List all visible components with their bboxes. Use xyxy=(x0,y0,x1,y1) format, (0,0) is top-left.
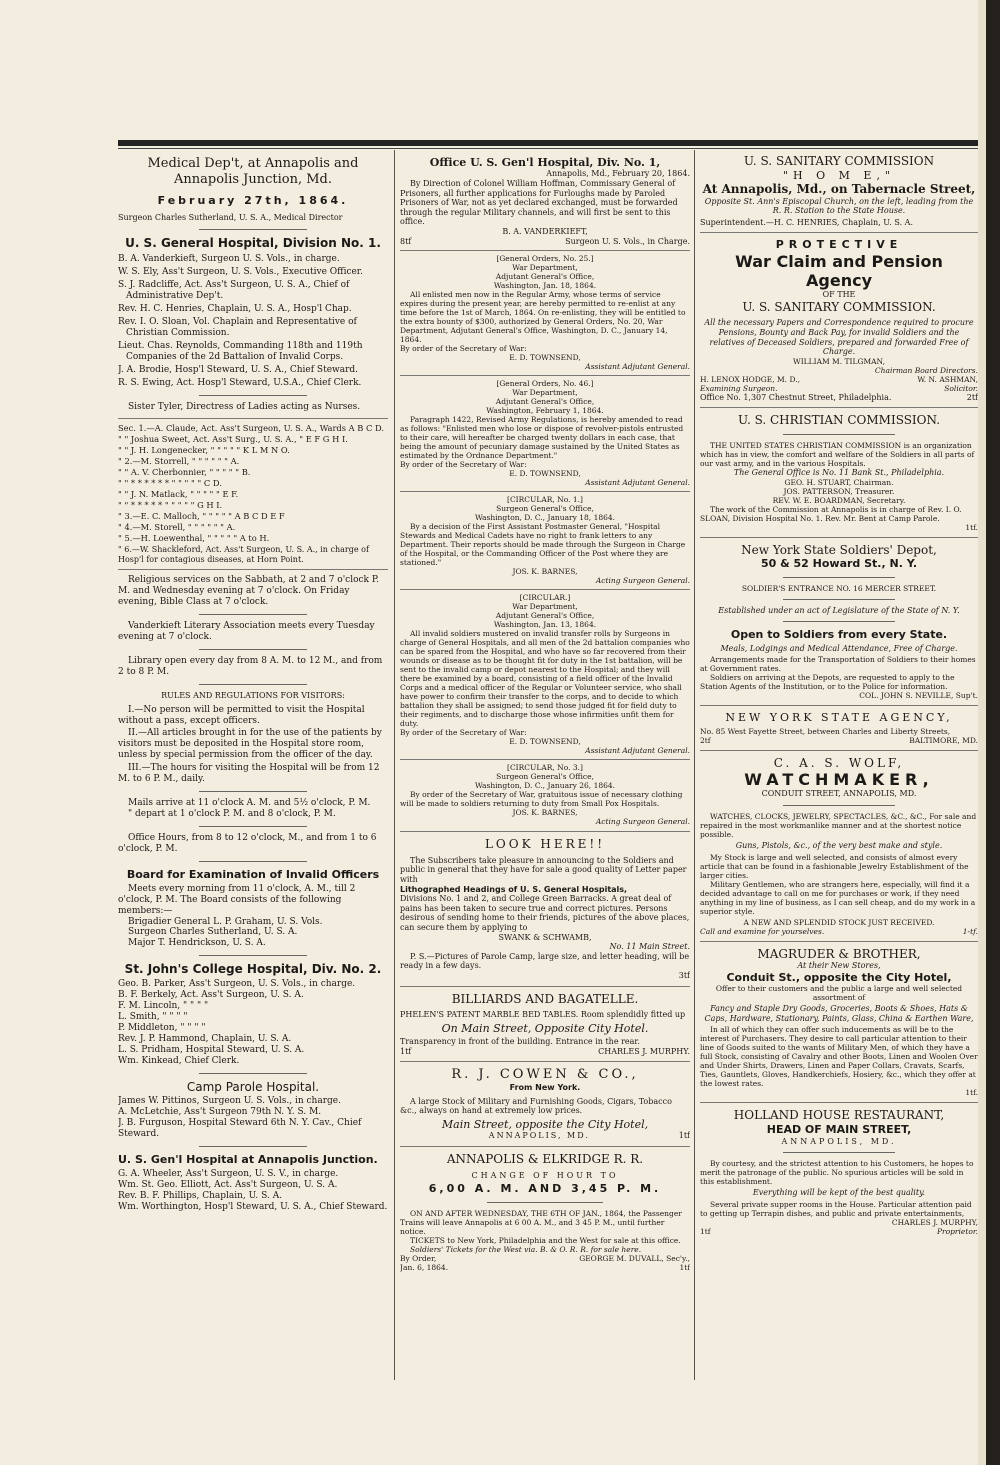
signature-title: Acting Surgeon General. xyxy=(595,817,690,827)
staff-entry: Lieut. Chas. Reynolds, Commanding 118th and 119th Companies of the 2d Battalion of Invalid Corps. xyxy=(118,341,363,363)
order-line: Adjutant General's Office, xyxy=(495,611,595,621)
tf-mark: 1tf. xyxy=(965,1088,978,1098)
signature: B. A. VANDERKIEFT, xyxy=(502,226,588,236)
section-row: " 3.—E. C. Malloch, " " " " " A B C D E F xyxy=(118,511,285,521)
order-line: Washington, D. C., January 18, 1864. xyxy=(474,513,616,523)
staff-entry: Rev. H. C. Henries, Chaplain, U. S. A., Hosp'l Chap. xyxy=(118,304,352,315)
divider xyxy=(700,705,978,706)
signature: SWANK & SCHWAMB, xyxy=(498,932,592,942)
holland-heading: HOLLAND HOUSE RESTAURANT, xyxy=(733,1108,945,1123)
order-heading: [CIRCULAR, No. 3.] xyxy=(507,763,583,773)
holland-kept: Everything will be kept of the best quality. xyxy=(752,1188,926,1198)
column-orders-ads xyxy=(400,150,690,1385)
order-heading: [General Orders, No. 46.] xyxy=(496,379,594,389)
divider xyxy=(118,418,388,419)
holland-city: ANNAPOLIS, MD. xyxy=(781,1136,897,1146)
wolf-text2: My Stock is large and well selected, and consists of almost every article that can be found in a fashionable Jewelry Establishment of the larger cities. xyxy=(700,852,969,880)
holland-text: By courtesy, and the strictest attention to his Customers, he hopes to merit the patronage of the public. No spurious articles will be sold in this establishment. xyxy=(700,1159,974,1187)
divider xyxy=(199,684,307,685)
section-row: " 6.—W. Shackleford, Act. Ass't Surgeon, U. S. A., in charge of Hosp'l for contagious diseases, at Horn Point. xyxy=(118,544,369,564)
stjohn-heading: St. John's College Hospital, Div. No. 2. xyxy=(124,962,382,977)
order-line: Washington, Jan. 18, 1864. xyxy=(493,281,597,291)
order-text: By a decision of the First Assistant Postmaster General, "Hospital Stewards and Medical Cadets have no right to frank letters to any Department. Their reports should be made through the Surgeon in Charge of the Hospital, or the Commanding Officer of the Post where they are stationed." xyxy=(400,522,686,568)
look-here-text: The Subscribers take pleasure in announcing to the Soldiers and public in general that they have for sale a good quality of Letter paper with xyxy=(400,855,687,884)
order-by: By order of the Secretary of War: xyxy=(400,460,527,470)
section-row: " " * * * * * * " " " " " C D. xyxy=(118,478,222,488)
order-by: By order of the Secretary of War: xyxy=(400,344,527,354)
divider xyxy=(199,955,307,956)
wolf-heading: C. A. S. WOLF, xyxy=(773,755,905,770)
signature: GEORGE M. DUVALL, Sec'y., xyxy=(579,1253,690,1263)
divider xyxy=(400,986,690,987)
wolf-address: CONDUIT STREET, ANNAPOLIS, MD. xyxy=(761,789,917,799)
cowen-address: Main Street, opposite the City Hotel, xyxy=(441,1117,649,1131)
general-order-25 xyxy=(400,250,690,371)
divider xyxy=(199,614,307,615)
tf-mark: 1tf xyxy=(678,1131,690,1141)
top-rule-thin xyxy=(118,148,978,149)
railroad-subheading: CHANGE OF HOUR TO xyxy=(471,1170,619,1180)
signature: CHARLES J. MURPHY. xyxy=(598,1046,690,1056)
look-here-heading: LOOK HERE!! xyxy=(484,837,606,852)
staff-entry: Wm. Worthington, Hosp'l Steward, U. S. A., Chief Steward. xyxy=(118,1201,388,1212)
divider xyxy=(400,1146,690,1147)
claim-office: Office No. 1,307 Chestnut Street, Philadelphia. xyxy=(700,392,892,402)
page-edge xyxy=(978,0,986,1465)
railroad-text2: TICKETS to New York, Philadelphia and the West for sale at this office. xyxy=(410,1235,681,1245)
directory-date: February 27th, 1864. xyxy=(157,193,349,207)
divider xyxy=(783,599,894,600)
column-rule xyxy=(394,150,395,1380)
look-here-bold: Lithographed Headings of U. S. General Hospitals, xyxy=(400,884,628,894)
order-line: Washington, D. C., January 26, 1864. xyxy=(474,781,616,791)
ny-depot-heading: New York State Soldiers' Depot, xyxy=(741,542,937,557)
agency-address: No. 85 West Fayette Street, between Charles and Liberty Streets, xyxy=(700,726,951,736)
divider xyxy=(487,1202,603,1203)
home-heading: "H O M E," xyxy=(782,168,895,182)
agency-city: BALTIMORE, MD. xyxy=(909,735,978,745)
divider xyxy=(700,537,978,538)
tf-mark: 3tf xyxy=(678,970,690,980)
staff-entry: G. A. Wheeler, Ass't Surgeon, U. S. V., in charge. xyxy=(118,1168,339,1179)
signature-title: Solicitor. xyxy=(944,383,978,393)
ny-established: Established under an act of Legislature of the State of N. Y. xyxy=(718,605,960,615)
staff-entry: Wm. St. Geo. Elliott, Act. Ass't Surgeon, U. S. A. xyxy=(118,1179,338,1190)
divider xyxy=(783,1152,894,1153)
cowen-subheading: From New York. xyxy=(509,1083,581,1093)
signature-title: Chairman Board Directors. xyxy=(874,365,978,375)
signature-title: Assistant Adjutant General. xyxy=(585,362,690,372)
ny-depot-address: 50 & 52 Howard St., N. Y. xyxy=(760,557,918,571)
order-line: Surgeon General's Office, xyxy=(496,772,594,782)
order-line: War Department, xyxy=(512,602,578,612)
staff-entry: J. A. Brodie, Hosp'l Steward, U. S. A., Chief Steward. xyxy=(118,365,359,376)
signature: E. D. TOWNSEND, xyxy=(509,353,581,363)
rule-item: II.—All articles brought in for the use of the patients by visitors must be deposited in the Hospital store room, unless by special permission from the officer of the day. xyxy=(118,728,382,761)
circular-3 xyxy=(400,759,690,826)
divider xyxy=(700,1102,978,1103)
holland-text2: Several private supper rooms in the House. Particular attention paid to getting up Terrapin dishes, and public and private entertainments, xyxy=(700,1199,972,1218)
order-heading: [General Orders, No. 25.] xyxy=(496,254,594,264)
tf-mark: 1-tf. xyxy=(962,926,978,936)
section-row: " " J. H. Longenecker, " " " " " K L M N O. xyxy=(118,445,290,455)
signature: COL. JOHN S. NEVILLE, Sup't. xyxy=(859,691,978,701)
christian-heading: U. S. CHRISTIAN COMMISSION. xyxy=(737,413,941,428)
divider xyxy=(400,831,690,832)
order-heading: [CIRCULAR.] xyxy=(519,593,571,603)
divider xyxy=(199,791,307,792)
christian-text2: The work of the Commission at Annapolis is in charge of Rev. I. O. SLOAN, Division Hospital No. 1. Rev. Mr. Bent at Camp Parole. xyxy=(700,504,962,523)
officer: JOS. PATTERSON, Treasurer. xyxy=(783,486,895,496)
order-line: Adjutant General's Office, xyxy=(495,272,595,282)
section-row: " " J. N. Matlack, " " " " " E F. xyxy=(118,489,239,499)
divider xyxy=(783,577,894,578)
order-line: Washington, Jan. 13, 1864. xyxy=(493,620,597,630)
divider xyxy=(700,407,978,408)
section-row: " " A. V. Cherbonnier, " " " " " B. xyxy=(118,467,251,477)
tf-mark: 1tf xyxy=(679,1262,690,1272)
order-line: War Department, xyxy=(512,263,578,273)
divider xyxy=(199,229,307,230)
signature: CHARLES J. MURPHY, xyxy=(891,1217,978,1227)
staff-entry: Rev. I. O. Sloan, Vol. Chaplain and Representative of Christian Commission. xyxy=(118,317,357,339)
war-claim-heading: War Claim and Pension Agency xyxy=(735,251,943,291)
section-row: " " * * * * * " " " " " G H I. xyxy=(118,500,223,510)
order-text: All enlisted men now in the Regular Army, whose terms of service expires during the present year, are hereby permitted to re-enlist at any time before the 1st of March, 1864. On re-enlisting, they will be entitled to the extra bounty of $300, authorized by General Orders, No. 20, War Department, Adjutant General's Office, Washington, D. C., January 14, 1864. xyxy=(400,290,686,345)
divider xyxy=(783,805,894,806)
order-line: Adjutant General's Office, xyxy=(495,397,595,407)
divider xyxy=(199,861,307,862)
agency-heading: NEW YORK STATE AGENCY, xyxy=(725,711,953,725)
christian-office: The General Office is No. 11 Bank St., Philadelphia. xyxy=(733,468,945,478)
section-row: " " Joshua Sweet, Act. Ass't Surg., U. S. A., " E F G H I. xyxy=(118,434,348,444)
column-rule xyxy=(694,150,695,1380)
office-heading: Office U. S. Gen'l Hospital, Div. No. 1, xyxy=(429,156,661,169)
staff-entry: R. S. Ewing, Act. Hosp'l Steward, U.S.A., Chief Clerk. xyxy=(118,378,362,389)
staff-entry: Rev. J. P. Hammond, Chaplain, U. S. A. xyxy=(118,1033,292,1044)
railroad-text: ON AND AFTER WEDNESDAY, THE 6TH OF JAN., 1864, the Passenger Trains will leave Annapolis at 6 00 A. M., and 3 45 P. M., until further notice. xyxy=(400,1208,682,1236)
divider xyxy=(199,649,307,650)
wolf-new-stock: A NEW AND SPLENDID STOCK JUST RECEIVED. xyxy=(743,917,935,927)
ny-text2: Soldiers on arriving at the Depots, are requested to apply to the Station Agents of the Institution, or to the Police for information. xyxy=(700,673,955,692)
wolf-call: Call and examine for yourselves. xyxy=(700,926,825,936)
order-line: Washington, February 1, 1864. xyxy=(486,406,604,416)
cowen-city: ANNAPOLIS, MD. xyxy=(488,1131,590,1141)
staff-entry: F. M. Lincoln, " " " " xyxy=(118,1000,209,1011)
section-assignments xyxy=(118,424,388,564)
divider xyxy=(400,1061,690,1062)
order-heading: [CIRCULAR, No. 1.] xyxy=(507,495,583,505)
divider xyxy=(199,1146,307,1147)
rule-item: I.—No person will be permitted to visit the Hospital without a pass, except officers. xyxy=(118,704,365,726)
wolf-text: WATCHES, CLOCKS, JEWELRY, SPECTACLES, &C., &C., For sale and repaired in the most workmanlike manner and at the shortest notice possible. xyxy=(700,812,977,840)
cowen-heading: R. J. COWEN & CO., xyxy=(451,1067,639,1083)
signature: E. D. TOWNSEND, xyxy=(509,737,581,747)
wolf-guns: Guns, Pistols, &c., of the very best make and style. xyxy=(735,841,943,851)
signature: W. N. ASHMAN, xyxy=(917,374,978,384)
general-order-46 xyxy=(400,375,690,487)
religious-services: Religious services on the Sabbath, at 2 and 7 o'clock P. M. and Wednesday evening at 7 o'clock. On Friday evening, Bible Class at 7 o'clock. xyxy=(118,575,379,608)
signature-title: Assistant Adjutant General. xyxy=(585,746,690,756)
literary-association: Vanderkieft Literary Association meets every Tuesday evening at 7 o'clock. xyxy=(118,621,375,643)
staff-entry: B. F. Berkely, Act. Ass't Surgeon, U. S. A. xyxy=(118,990,304,1000)
billiards-text2: Transparency in front of the building. Entrance in the rear. xyxy=(400,1037,640,1047)
tf-mark: 2tf xyxy=(700,735,711,745)
officer: GEO. H. STUART, Chairman. xyxy=(784,477,894,487)
board-member: Brigadier General L. P. Graham, U. S. Vols. xyxy=(128,916,323,927)
board-text: Meets every morning from 11 o'clock, A. M., till 2 o'clock, P. M. The Board consists of the following members:— xyxy=(118,883,356,916)
railroad-heading: ANNAPOLIS & ELKRIDGE R. R. xyxy=(446,1151,644,1166)
wolf-text3: Military Gentlemen, who are strangers here, especially, will find it a decided advantage to call on me for purchases or work, if they need anything in my line of business, as I can sell cheap, and do my work in a superior style. xyxy=(700,879,976,916)
division1-heading: U. S. General Hospital, Division No. 1. xyxy=(125,235,381,250)
order-by: By order of the Secretary of War: xyxy=(400,728,527,738)
library-hours: Library open every day from 8 A. M. to 12 M., and from 2 to 8 P. M. xyxy=(118,656,383,677)
staff-entry: Geo. B. Parker, Ass't Surgeon, U. S. Vols., in charge. xyxy=(118,979,356,990)
signature-address: No. 11 Main Street. xyxy=(609,942,690,952)
divider xyxy=(783,434,894,435)
divider xyxy=(199,395,307,396)
tf-mark: 1tf. xyxy=(965,522,978,532)
ny-meals: Meals, Lodgings and Medical Attendance, Free of Charge. xyxy=(720,643,958,653)
tf-mark: 1tf xyxy=(400,1046,412,1056)
directress-note: Sister Tyler, Directress of Ladies acting as Nurses. xyxy=(128,402,361,412)
column-hospital-directory xyxy=(118,150,388,1385)
staff-entry: L. Smith, " " " " xyxy=(118,1011,188,1022)
railroad-by: By Order, xyxy=(400,1253,437,1263)
top-rule xyxy=(118,140,978,146)
binding-edge xyxy=(986,0,1000,1465)
sanitary-commission: U. S. SANITARY COMMISSION. xyxy=(742,299,936,314)
ny-text: Arrangements made for the Transportation of Soldiers to their homes at Government rates. xyxy=(700,655,976,674)
billiards-address: On Main Street, Opposite City Hotel. xyxy=(441,1021,649,1035)
home-superintendent: Superintendent.—H. C. HENRIES, Chaplain, U. S. A. xyxy=(700,217,913,227)
ny-entrance: SOLDIER'S ENTRANCE NO. 16 MERCER STREET. xyxy=(741,583,937,593)
staff-entry: A. McLetchie, Ass't Surgeon 79th N. Y. S. M. xyxy=(118,1107,322,1118)
magruder-goods: Fancy and Staple Dry Goods, Groceries, Boots & Shoes, Hats & Caps, Hardware, Stationary, Paints, Glass, China & Earthen Ware, xyxy=(704,1004,974,1023)
staff-entry: James W. Pittinos, Surgeon U. S. Vols., in charge. xyxy=(118,1096,341,1107)
divider xyxy=(700,750,978,751)
billiards-heading: BILLIARDS AND BAGATELLE. xyxy=(451,991,639,1006)
railroad-text3: Soldiers' Tickets for the West via. B. & O. R. R. for sale here. xyxy=(410,1244,642,1254)
order-text: By order of the Secretary of War, gratuitous issue of necessary clothing will be made to soldiers returning to duty from Small Pox Hospitals. xyxy=(400,790,683,809)
christian-text: THE UNITED STATES CHRISTIAN COMMISSION is an organization which has in view, the comfort and welfare of the Soldiers in all parts of our vast army, and in the various Hospitals. xyxy=(700,441,975,469)
staff-entry: S. J. Radcliffe, Act. Ass't Surgeon, U. S. A., Chief of Administrative Dep't. xyxy=(118,280,350,302)
staff-entry: Rev. B. F. Phillips, Chaplain, U. S. A. xyxy=(118,1190,283,1201)
board-member: Major T. Hendrickson, U. S. A. xyxy=(128,938,266,949)
order-line: War Department, xyxy=(512,388,578,398)
divider xyxy=(700,941,978,942)
office-date: Annapolis, Md., February 20, 1864. xyxy=(546,169,690,179)
signature: E. D. TOWNSEND, xyxy=(509,469,581,479)
holland-subheading: HEAD OF MAIN STREET, xyxy=(766,1123,912,1137)
watchmaker-heading: WATCHMAKER, xyxy=(744,770,934,790)
divider xyxy=(199,1073,307,1074)
home-location: Opposite St. Ann's Episcopal Church, on the left, leading from the R. R. Station to the State House. xyxy=(704,196,974,216)
of-the: OF THE xyxy=(822,290,856,300)
mails-depart: " depart at 1 o'clock P. M. and 8 o'clock, P. M. xyxy=(128,809,336,820)
signature-title: Surgeon U. S. Vols., in Charge. xyxy=(565,236,690,246)
directory-title: Medical Dep't, at Annapolis and Annapolis Junction, Md. xyxy=(147,156,359,187)
magruder-offer: Offer to their customers and the public a large and well selected assortment of xyxy=(715,984,963,1003)
staff-entry: B. A. Vanderkieft, Surgeon U. S. Vols., in charge. xyxy=(118,254,340,265)
circular-invalid xyxy=(400,589,690,755)
divider xyxy=(783,621,894,622)
tf-mark: 8tf xyxy=(400,236,412,246)
magruder-address: Conduit St., opposite the City Hotel, xyxy=(726,970,952,984)
section-row: " 4.—M. Storell, " " " " " " A. xyxy=(118,522,236,532)
magruder-text: In all of which they can offer such inducements as will be to the interest of Purchasers. They desire to call particular attention to their line of Goods suited to the wants of Military Men, of which they have a full Stock, consisting of Cavalry and other Boots, Linen and Woolen Over and Under Shirts, Drawers, Linen and Paper Collars, Cravats, Scarfs, Ties, Gauntlets, Gloves, Handkerchiefs, Hosiery, &c., which they offer at the lowest rates. xyxy=(700,1025,978,1089)
railroad-times: 6,00 A. M. AND 3,45 P. M. xyxy=(428,1182,662,1196)
signature: WILLIAM M. TILGMAN, xyxy=(792,356,886,366)
signature: JOS. K. BARNES, xyxy=(512,567,578,577)
railroad-date: Jan. 6, 1864. xyxy=(400,1262,449,1272)
order-text: Paragraph 1422, Revised Army Regulations, is hereby amended to read as follows: "Enlisted men who lose or dispose of revolver-pistols entrusted to their care, will hereafter be charged twenty dollars in each case, that being the amount of pecuniary damage sustained by the United States as estimated by the Ordnance Department." xyxy=(400,415,684,461)
signature-title: Acting Surgeon General. xyxy=(595,576,690,586)
protective-heading: PROTECTIVE xyxy=(775,238,903,252)
divider xyxy=(700,232,978,233)
order-line: Surgeon General's Office, xyxy=(496,504,594,514)
look-here-ps: P. S.—Pictures of Parole Camp, large size, and letter heading, will be ready in a few days. xyxy=(400,951,690,971)
claim-text: All the necessary Papers and Correspondence required to procure Pensions, Bounty and Back Pay, for invalid Soldiers and the relatives of Deceased Soldiers, prepared and forwarded Free of Charge. xyxy=(704,318,974,357)
tf-mark: 2tf xyxy=(966,392,978,402)
medical-director: Surgeon Charles Sutherland, U. S. A., Medical Director xyxy=(118,213,343,223)
signature-title: Assistant Adjutant General. xyxy=(585,478,690,488)
signature: H. LENOX HODGE, M. D., xyxy=(700,374,800,384)
staff-entry: W. S. Ely, Ass't Surgeon, U. S. Vols., Executive Officer. xyxy=(118,267,363,278)
section-row: Sec. 1.—A. Claude, Act. Ass't Surgeon, U. S. A., Wards A B C D. xyxy=(118,423,384,433)
rule-item: III.—The hours for visiting the Hospital will be from 12 M. to 6 P. M., daily. xyxy=(118,763,380,785)
staff-entry: J. B. Furguson, Hospital Steward 6th N. Y. Cav., Chief Steward. xyxy=(118,1118,362,1140)
column-commissions-ads xyxy=(700,150,978,1385)
cowen-text: A large Stock of Military and Furnishing Goods, Cigars, Tobacco &c., always on hand at extremely low prices. xyxy=(400,1096,672,1116)
division1-staff-list xyxy=(118,254,388,389)
divider xyxy=(199,826,307,827)
magruder-subheading: At their New Stores, xyxy=(797,961,881,971)
section-row: " 5.—H. Loewenthal, " " " " " A to H. xyxy=(118,533,270,543)
section-row: " 2.—M. Storrell, " " " " " " A. xyxy=(118,456,240,466)
signature-title: Examining Surgeon. xyxy=(700,383,778,393)
board-member: Surgeon Charles Sutherland, U. S. A. xyxy=(128,927,298,938)
rules-heading: RULES AND REGULATIONS FOR VISITORS: xyxy=(161,690,345,700)
circular-1 xyxy=(400,491,690,585)
parole-heading: Camp Parole Hospital. xyxy=(186,1079,320,1094)
staff-entry: Wm. Kinkead, Chief Clerk. xyxy=(118,1055,240,1066)
tf-mark: 1tf xyxy=(700,1226,711,1236)
look-here-text2: Divisions No. 1 and 2, and College Green Barracks. A great deal of pains has been taken to secure true and correct pictures. Persons desirous of sending home to their friends, pictures of the above places, can secure them by applying to xyxy=(400,894,690,932)
signature: JOS. K. BARNES, xyxy=(512,808,578,818)
board-heading: Board for Examination of Invalid Officers xyxy=(126,868,380,882)
signature-title: Proprietor. xyxy=(936,1226,978,1236)
divider xyxy=(118,569,388,570)
home-address: At Annapolis, Md., on Tabernacle Street, xyxy=(702,182,976,197)
junction-heading: U. S. Gen'l Hospital at Annapolis Junction. xyxy=(118,1153,378,1167)
ny-open: Open to Soldiers from every State. xyxy=(730,628,948,642)
mails-arrive: Mails arrive at 11 o'clock A. M. and 5½ o'clock, P. M. xyxy=(128,798,371,809)
office-notice: By Direction of Colonel William Hoffman, Commissary General of Prisoners, all further applications for Furloughs made by Paroled Prisoners of War, not as yet declared exchanged, must be forwarded through the regular Military channels, and will first be sent to this office. xyxy=(400,179,678,227)
officer: REV. W. E. BOARDMAN, Secretary. xyxy=(772,495,906,505)
staff-entry: L. S. Pridham, Hospital Steward, U. S. A. xyxy=(118,1044,305,1055)
magruder-heading: MAGRUDER & BROTHER, xyxy=(757,946,921,961)
staff-entry: P. Middleton, " " " " xyxy=(118,1022,206,1033)
order-text: All invalid soldiers mustered on invalid transfer rolls by Surgeons in charge of General Hospitals, and all men of the 2d battalion companies who can be spared from the Hospital, and who have so far recovered from their wounds or disease as to be thought fit for duty in the 1st battalion, will be sent to the invalid camp or depot nearest to the Hospital; and they will there be examined by a board, consisting of a field officer of the Invalid Corps and a medical officer of the Regular or Volunteer service, who shall have power to confirm their transfer to the corps, and to decide to which battalion they shall be assigned; to send those judged fit for field duty to their regiments, and to discharge those whose infirmities unfit them for duty. xyxy=(400,629,690,729)
office-hours: Office Hours, from 8 to 12 o'clock, M., and from 1 to 6 o'clock, P. M. xyxy=(118,833,377,855)
sanitary-heading: U. S. SANITARY COMMISSION xyxy=(743,154,935,168)
billiards-text: PHELEN'S PATENT MARBLE BED TABLES. Room splendidly fitted up xyxy=(400,1010,686,1020)
